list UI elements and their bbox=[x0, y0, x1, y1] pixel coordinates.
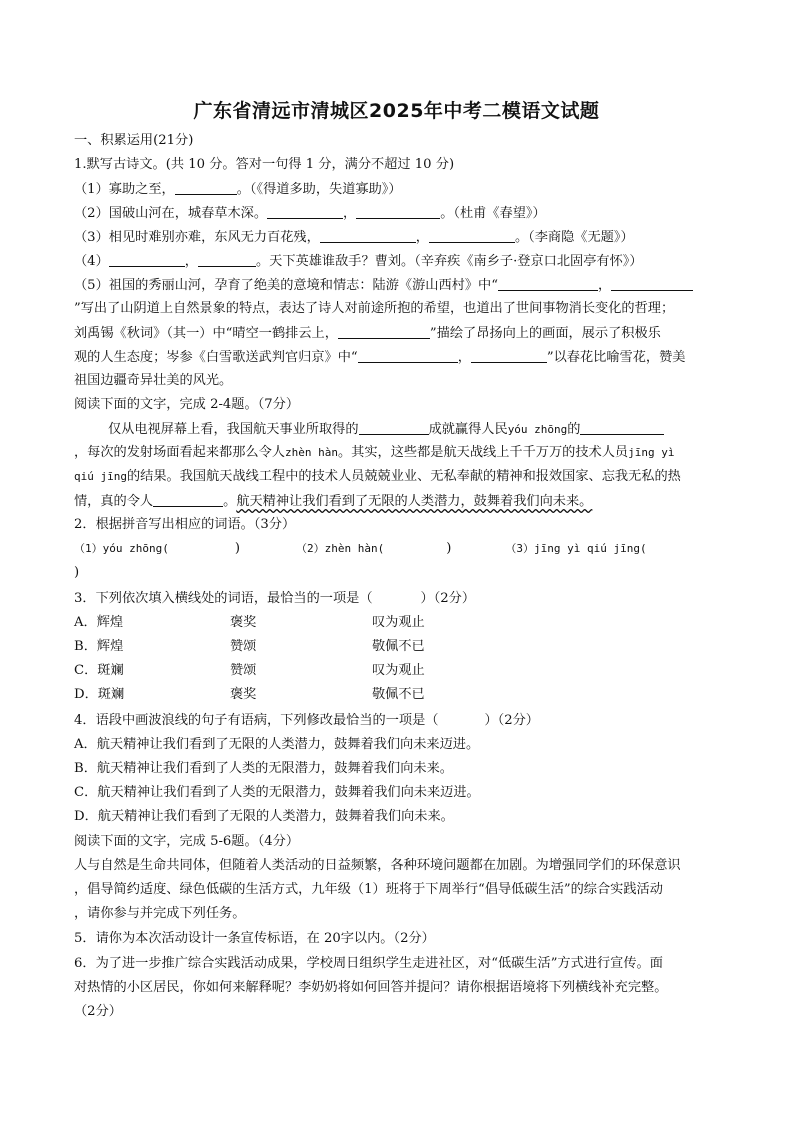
q6-line-1: 6．为了进一步推广综合实践活动成果，学校周日组织学生走进社区，对“低碳生活”方式进行宣传。面 bbox=[74, 956, 663, 971]
passage1-line-4: 情，真的令人 。航天精神让我们看到了无限的人类潜力，鼓舞着我们向未来。 bbox=[74, 494, 593, 509]
q2-heading: 2．根据拼音写出相应的词语。（3分） bbox=[74, 517, 296, 532]
q1-line-4: （4） ， 。天下英雄谁敌手？曹刘。（辛弃疾《南乡子·登京口北固亭有怀》） bbox=[74, 254, 643, 269]
passage1-line-3: qiú jīng的结果。我国航天战线工程中的技术人员兢兢业业、无私奉献的精神和报效国家、忘我无私的热 bbox=[74, 469, 681, 484]
q1-line-7: 刘禹锡《秋词》（其一）中“晴空一鹤排云上， ”描绘了昂扬向上的画面，展示了积极乐 bbox=[74, 326, 661, 341]
passage2-line-1: 人与自然是生命共同体，但随着人类活动的日益频繁，各种环境问题都在加剧。为增强同学们的环保意识 bbox=[74, 858, 681, 873]
q3-option-c[interactable]: C．斑斓 bbox=[74, 663, 124, 678]
answer-blank[interactable] bbox=[198, 252, 256, 267]
page-title: 广东省清远市清城区2025年中考二模语文试题 bbox=[193, 100, 600, 122]
answer-blank[interactable] bbox=[358, 348, 458, 363]
q4-heading: 4．语段中画波浪线的句子有语病，下列修改最恰当的一项是（ ）（2分） bbox=[74, 713, 539, 728]
answer-blank[interactable] bbox=[359, 420, 429, 435]
q4-option-c[interactable]: C．航天精神让我们看到了人类的无限潜力，鼓舞着我们向未来迈进。 bbox=[74, 785, 480, 800]
answer-blank[interactable] bbox=[611, 276, 693, 291]
answer-blank[interactable] bbox=[356, 204, 440, 219]
answer-blank[interactable] bbox=[471, 348, 547, 363]
q1-heading: 1.默写古诗文。(共 10 分。答对一句得 1 分，满分不超过 10 分) bbox=[74, 157, 455, 172]
q6-line-3: （2分） bbox=[74, 1004, 122, 1019]
q1-line-5: （5）祖国的秀丽山河，孕育了绝美的意境和情志：陆游《游山西村》中“ ， bbox=[74, 276, 693, 295]
q4-option-d[interactable]: D．航天精神让我们看到了无限的人类潜力，鼓舞着我们向未来。 bbox=[74, 809, 454, 824]
q3-option-a[interactable]: A．辉煌 bbox=[74, 615, 124, 630]
q1-line-3: （3）相见时难别亦难，东风无力百花残， ， 。（李商隐《无题》） bbox=[74, 230, 634, 245]
passage1-line-1: 仅从电视屏幕上看，我国航天事业所取得的 成就赢得人民yóu zhōng的 bbox=[108, 420, 664, 439]
passage1-line-2: ，每次的发射场面看起来都那么令人zhèn hàn。其实，这些都是航天战线上千千万万的技术人员jīng yì bbox=[74, 445, 675, 460]
exam-page: 广东省清远市清城区2025年中考二模语文试题 一、积累运用(21分) 1.默写古诗文。(共 10 分。答对一句得 1 分，满分不超过 10 分) （1）寡助之至， 。（《得道多助，失道寡助》） （2）国破山河在，城春草木深。 ， 。（杜甫《春望》） （3）相见时难别亦难，东风无力百花残， ， 。（李商隐《无题》） （4） ， 。天下英雄谁敌手？曹刘。（辛弃疾《南乡子·登京口北固亭有怀》） （5）祖国的秀丽山河，孕育了绝美的意境和情志：陆游《游山西村》中“ ， ”写出了山阴道上自然景象的特点，表达了诗人对前途所抱的希望，也道出了世间事物消长变化的哲理； 刘禹锡《秋词》（其一）中“晴空一鹤排云上， ”描绘了昂扬向上的画面，展示了积极乐 观的人生态度；岑参《白雪歌送武判官归京》中“ ， ”以春花比喻雪花，赞美 祖国边疆奇异壮美的风光。 阅读下面的文字，完成 2-4题。（7分） 仅从电视屏幕上看，我国航天事业所取得的 成就赢得人民yóu zhōng的 ，每次的发射场面看起来都那么令人zhèn hàn。其实，这些都是航天战线上千千万万的技术人员jīng yì qiú jīng的结果。我国航天战线工程中的技术人员兢兢业业、无私奉献的精神和报效国家、忘我无私的热 情，真的令人 。航天精神让我们看到了无限的人类潜力，鼓舞着我们向未来。 2．根据拼音写出相应的词语。（3分） （1）yóu zhōng( ) （2）zhèn hàn( ) （3）jīng yì qiú jīng( ) 3．下列依次填入横线处的词语，最恰当的一项是（ ）（2分） A．辉煌 褒奖 叹为观止 B．辉煌 赞颂 敬佩不已 C．斑斓 赞颂 叹为观止 D．斑斓 褒奖 敬佩不已 4．语段中画波浪线的句子有语病，下列修改最恰当的一项是（ ）（2分） A．航天精神让我们看到了无限的人类潜力，鼓舞着我们向未来迈进。 B．航天精神让我们看到了人类的无限潜力，鼓舞着我们向未来。 C．航天精神让我们看到了人类的无限潜力，鼓舞着我们向未来迈进。 D．航天精神让我们看到了无限的人类潜力，鼓舞着我们向未来。 阅读下面的文字，完成 5-6题。（4分） 人与自然是生命共同体，但随着人类活动的日益频繁，各种环境问题都在加剧。为增强同学们的环保意识 ，倡导简约适度、绿色低碳的生活方式，九年级（1）班将于下周举行“倡导低碳生活”的综合实践活动 ，请你参与并完成下列任务。 5．请你为本次活动设计一条宣传标语，在 20字以内。（2分） 6．为了进一步推广综合实践活动成果，学校周日组织学生走进社区，对“低碳生活”方式进行宣传。面 对热情的小区居民，你如何来解释呢？李奶奶将如何回答并提问？请你根据语境将下列横线补充完整。 （2分） bbox=[0, 0, 793, 1123]
passage2-line-2: ，倡导简约适度、绿色低碳的生活方式，九年级（1）班将于下周举行“倡导低碳生活”的综合实践活动 bbox=[74, 882, 663, 897]
q6-line-2: 对热情的小区居民，你如何来解释呢？李奶奶将如何回答并提问？请你根据语境将下列横线补充完整。 bbox=[74, 980, 668, 995]
q1-line-8: 观的人生态度；岑参《白雪歌送武判官归京》中“ ， ”以春花比喻雪花，赞美 bbox=[74, 350, 686, 365]
answer-blank[interactable] bbox=[109, 252, 185, 267]
q5-text: 5．请你为本次活动设计一条宣传标语，在 20字以内。（2分） bbox=[74, 931, 435, 946]
q3-heading: 3．下列依次填入横线处的词语，最恰当的一项是（ ）（2分） bbox=[74, 591, 476, 606]
q1-line-2: （2）国破山河在，城春草木深。 ， 。（杜甫《春望》） bbox=[74, 206, 546, 221]
answer-blank[interactable] bbox=[175, 180, 237, 195]
q4-option-a[interactable]: A．航天精神让我们看到了无限的人类潜力，鼓舞着我们向未来迈进。 bbox=[74, 737, 480, 752]
q1-line-6: ”写出了山阴道上自然景象的特点，表达了诗人对前途所抱的希望，也道出了世间事物消长变化的哲理； bbox=[74, 301, 675, 316]
answer-blank[interactable] bbox=[153, 492, 223, 507]
answer-blank[interactable] bbox=[338, 324, 430, 339]
section-heading: 一、积累运用(21分) bbox=[74, 133, 194, 148]
q1-line-9: 祖国边疆奇异壮美的风光。 bbox=[74, 373, 233, 388]
answer-blank[interactable] bbox=[267, 204, 343, 219]
reading-instruction-2: 阅读下面的文字，完成 5-6题。（4分） bbox=[74, 834, 300, 849]
wavy-underlined-sentence: 航天精神让我们看到了无限的人类潜力，鼓舞着我们向未来。 bbox=[236, 494, 593, 509]
q3-option-b[interactable]: B．辉煌 bbox=[74, 639, 124, 654]
q4-option-b[interactable]: B．航天精神让我们看到了人类的无限潜力，鼓舞着我们向未来。 bbox=[74, 761, 453, 776]
reading-instruction-1: 阅读下面的文字，完成 2-4题。（7分） bbox=[74, 397, 300, 412]
q1-line-1: （1）寡助之至， 。（《得道多助，失道寡助》） bbox=[74, 182, 402, 197]
answer-blank[interactable] bbox=[580, 420, 664, 435]
passage2-line-3: ，请你参与并完成下列任务。 bbox=[74, 906, 246, 921]
answer-blank[interactable] bbox=[429, 228, 515, 243]
answer-blank[interactable] bbox=[498, 276, 598, 291]
q2-items: （1）yóu zhōng( ) （2）zhèn hàn( ) （3）jīng yì qiú jīng( bbox=[74, 541, 647, 556]
q3-option-d[interactable]: D．斑斓 bbox=[74, 687, 125, 702]
q2-close-paren: ) bbox=[74, 565, 80, 580]
answer-blank[interactable] bbox=[320, 228, 416, 243]
